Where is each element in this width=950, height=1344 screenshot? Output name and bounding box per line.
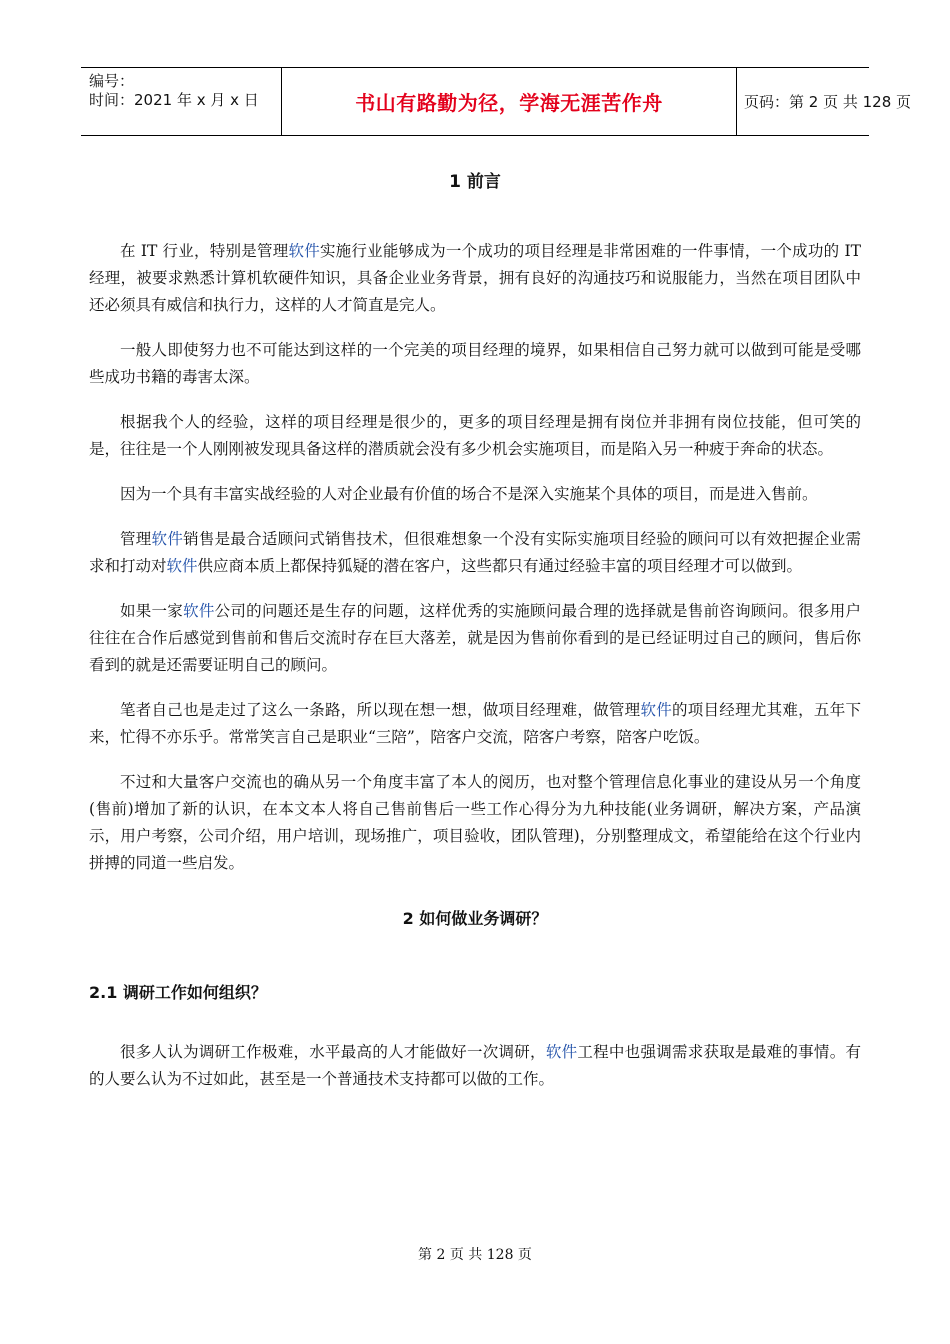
paragraph: 因为一个具有丰富实战经验的人对企业最有价值的场合不是深入实施某个具体的项目，而是进入售前。 (120, 485, 818, 503)
document-date: 时间：2021 年 x 月 x 日 (89, 91, 259, 109)
paragraph: 笔者自己也是走过了这么一条路，所以现在想一想，做项目经理难，做管理软件的项目经理尤其难，五年下来，忙得不亦乐乎。常常笑言自己是职业“三陪”，陪客户交流，陪客户考察，陪客户吃饭。 (89, 701, 861, 746)
paragraph: 在 IT 行业，特别是管理软件实施行业能够成为一个成功的项目经理是非常困难的一件事情，一个成功的 IT 经理，被要求熟悉计算机软硬件知识，具备企业业务背景，拥有良好的沟通技巧和说服能力，当然在项目团队中还必须具有威信和执行力，这样的人才简直是完人。 (89, 242, 861, 314)
section-title: 1 前言 (449, 172, 501, 192)
document-body (89, 150, 861, 1093)
header-page-info: 页码：第 2 页 共 128 页 (744, 93, 912, 111)
keyword-link[interactable]: 软件 (183, 602, 215, 620)
header-motto-cell (281, 68, 737, 135)
page-footer: 第 2 页 共 128 页 (418, 1247, 532, 1263)
section-title: 2 如何做业务调研？ (402, 909, 548, 928)
document-number-label: 编号： (89, 72, 135, 90)
paragraph: 一般人即使努力也不可能达到这样的一个完美的项目经理的境界，如果相信自己努力就可以做到可能是受哪些成功书籍的毒害太深。 (89, 341, 861, 386)
paragraph: 如果一家软件公司的问题还是生存的问题，这样优秀的实施顾问最合理的选择就是售前咨询顾问。很多用户往往在合作后感觉到售前和售后交流时存在巨大落差，就是因为售前你看到的是已经证明过自己的顾问，售后你看到的就是还需要证明自己的顾问。 (89, 602, 861, 674)
page-header (81, 67, 912, 136)
keyword-link[interactable]: 软件 (166, 557, 198, 575)
paragraph: 不过和大量客户交流也的确从另一个角度丰富了本人的阅历，也对整个管理信息化事业的建设从另一个角度(售前)增加了新的认识，在本文本人将自己售前售后一些工作心得分为九种技能(业务调研，解决方案，产品演示，用户考察，公司介绍，用户培训，现场推广，项目验收，团队管理)，分别整理成文，希望能给在这个行业内拼搏的同道一些启发。 (89, 773, 861, 872)
paragraph: 管理软件销售是最合适顾问式销售技术，但很难想象一个没有实际实施项目经验的顾问可以有效把握企业需求和打动对软件供应商本质上都保持狐疑的潜在客户，这些都只有通过经验丰富的项目经理才可以做到。 (89, 530, 861, 575)
header-meta-cell (81, 68, 281, 135)
subsection-title: 2.1 调研工作如何组织？ (89, 983, 267, 1002)
keyword-link[interactable]: 软件 (545, 1043, 578, 1061)
header-motto: 书山有路勤为径，学海无涯苦作舟 (355, 91, 663, 115)
paragraph: 根据我个人的经验，这样的项目经理是很少的，更多的项目经理是拥有岗位并非拥有岗位技能，但可笑的是，往往是一个人刚刚被发现具备这样的潜质就会没有多少机会实施项目，而是陷入另一种疲于奔命的状态。 (89, 413, 861, 458)
header-page-cell (736, 68, 912, 135)
keyword-link[interactable]: 软件 (288, 242, 320, 260)
keyword-link[interactable]: 软件 (640, 701, 672, 719)
paragraph: 很多人认为调研工作极难，水平最高的人才能做好一次调研，软件工程中也强调需求获取是最难的事情。有的人要么认为不过如此，甚至是一个普通技术支持都可以做的工作。 (89, 1043, 861, 1088)
keyword-link[interactable]: 软件 (151, 530, 184, 548)
